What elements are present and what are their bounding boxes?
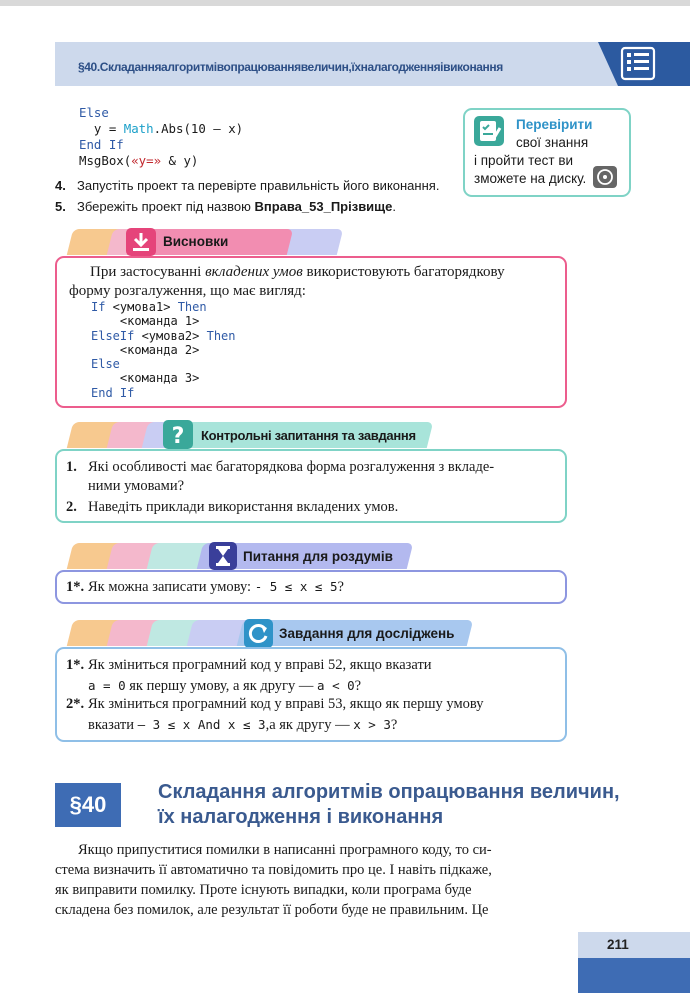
page-number-tab — [578, 932, 690, 993]
control-item-2: 2. Наведіть приклади використання вкладених умов. — [66, 499, 399, 515]
section-para-line-4: складена без помилок, але результат її роботи буде не правильним. Це — [55, 902, 489, 918]
check-line3: і пройти тест ви — [474, 153, 574, 168]
test-checklist-icon — [474, 116, 504, 146]
header-icon-block — [598, 42, 690, 86]
section-title-2: їх налагодження і виконання — [158, 806, 444, 828]
check-title: Перевірити — [516, 117, 593, 132]
document-list-icon — [622, 48, 654, 79]
hourglass-icon — [209, 542, 237, 570]
step-4: 4. Запустіть проект та перевірте правильність його виконання. — [55, 178, 440, 193]
section-para-line-3: як виправити помилку. Проте існують випадки, коли програма буде — [55, 882, 472, 898]
control-title: Контрольні запитання та завдання — [201, 428, 416, 443]
section-para-line-2: стема визначить її автоматично та повідомить про це. І навіть підкаже, — [55, 862, 492, 878]
reflect-item-1: 1*. Як можна записати умову: - 5 ≤ x ≤ 5? — [66, 579, 344, 595]
control-item-1: 1. Які особливості має багаторядкова форма розгалуження з вкладе- — [66, 459, 495, 475]
code-top — [79, 105, 243, 169]
research-title: Завдання для досліджень — [279, 626, 455, 641]
check-line2: свої знання — [516, 135, 589, 150]
conclusions-text-2: форму розгалуження, що має вигляд: — [69, 283, 306, 299]
disk-icon[interactable] — [593, 166, 617, 188]
conclusions-text-1: При застосуванні вкладених умов використовують багаторядкову — [90, 264, 505, 280]
conclusions-title: Висновки — [163, 234, 229, 249]
svg-text:?: ? — [171, 424, 185, 449]
code-line: MsgBox(«y=» & y) — [79, 153, 199, 168]
header-title: §40.Складанняалгоритмівопрацюваннявеличин,їхналагодженняівиконання — [78, 60, 503, 74]
check-line4: зможете на диску. — [474, 171, 587, 186]
question-icon — [163, 420, 193, 449]
page-top-edge — [0, 0, 690, 6]
reflect-title: Питання для роздумів — [243, 549, 393, 564]
section-title-1: Складання алгоритмів опрацювання величин, — [158, 781, 620, 803]
step-5: 5. Збережіть проект під назвою Вправа_53_Прізвище. — [55, 199, 396, 214]
code-line: y = Math.Abs(10 – x) — [79, 121, 244, 136]
conclusions-code: If <умова1> Then <команда 1> ElseIf <умова2> Then <команда 2> Else <команда 3> End If — [91, 300, 236, 400]
code-line: Else — [79, 105, 109, 120]
research-item-2-cont: вказати – 3 ≤ x And x ≤ 3,а як другу — x > 3? — [88, 717, 398, 733]
download-arrow-icon — [126, 228, 156, 256]
page-number: 211 — [607, 937, 629, 952]
code-line: End If — [79, 137, 124, 152]
research-item-1: 1*. Як зміниться програмний код у вправі 52, якщо вказати — [66, 657, 432, 673]
control-item-1-cont: ними умовами? — [88, 478, 185, 494]
research-item-1-cont: a = 0 як першу умову, а як другу — a < 0? — [88, 678, 362, 694]
section-para-line-1: Якщо припуститися помилки в написанні програмного коду, то си- — [78, 842, 492, 858]
research-item-2: 2*. Як зміниться програмний код у вправі 53, якщо як першу умову — [66, 696, 484, 712]
section-badge: §40 — [55, 783, 121, 827]
refresh-icon — [244, 619, 273, 648]
